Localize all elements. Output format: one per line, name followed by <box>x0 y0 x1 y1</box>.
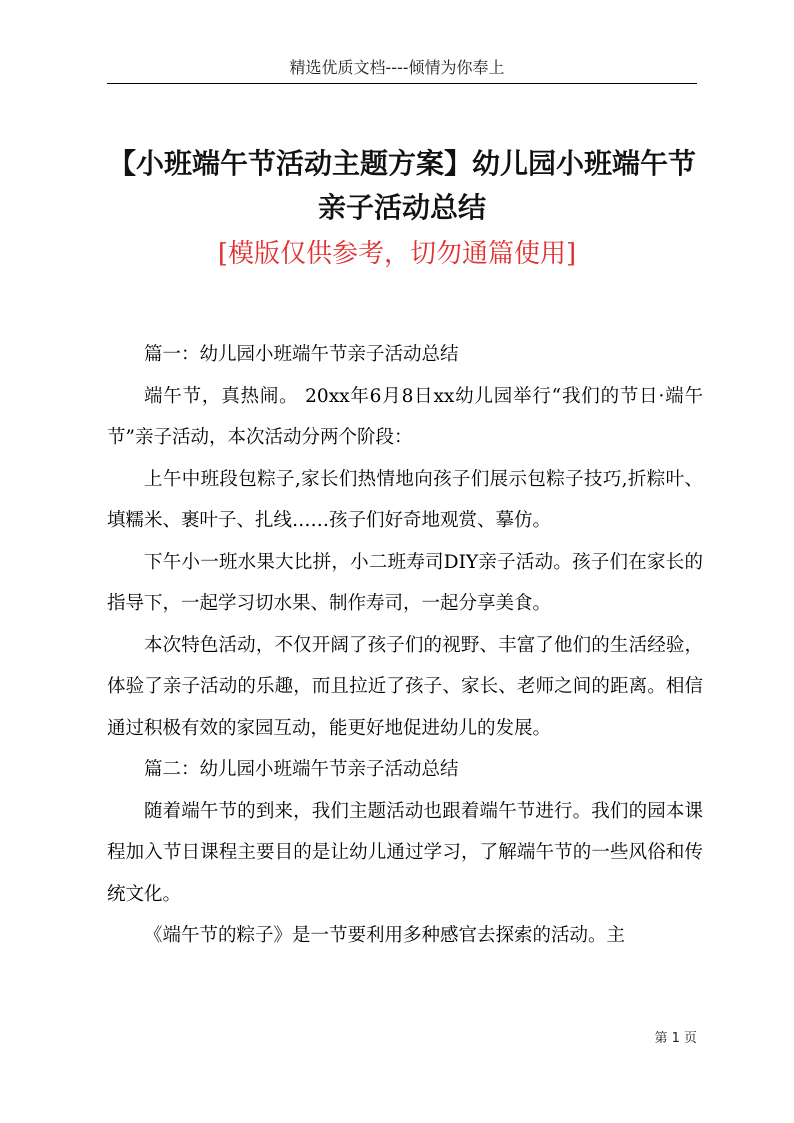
paragraph: 端午节，真热闹。 20xx年6月8日xx幼儿园举行“我们的节日·端午节”亲子活动，本次活动分两个阶段： <box>107 385 703 448</box>
paragraph: 随着端午节的到来，我们主题活动也跟着端午节进行。我们的园本课程加入节日课程主要目的是让幼儿通过学习，了解端午节的一些风俗和传统文化。 <box>107 800 703 905</box>
header-text: 精选优质文档----倾情为你奉上 <box>289 58 505 77</box>
paragraph: 《端午节的粽子》是一节要利用多种感官去探索的活动。主 <box>144 925 626 946</box>
paragraph: 上午中班段包粽子,家长们热情地向孩子们展示包粽子技巧,折粽叶、填糯米、裹叶子、扎线……孩子们好奇地观赏、摹仿。 <box>107 468 703 531</box>
paragraph: 本次特色活动，不仅开阔了孩子们的视野、丰富了他们的生活经验，体验了亲子活动的乐趣，而且拉近了孩子、家长、老师之间的距离。相信通过积极有效的家园互动，能更好地促进幼儿的发展。 <box>107 634 703 739</box>
document-title: 【小班端午节活动主题方案】幼儿园小班端午节亲子活动总结 <box>107 147 696 224</box>
section-heading-1: 篇一：幼儿园小班端午节亲子活动总结 <box>144 344 459 365</box>
document-subtitle: [模版仅供参考，切勿通篇使用] <box>217 239 577 269</box>
page-number: 第 1 页 <box>654 1031 697 1046</box>
document-body <box>107 334 703 957</box>
section-heading-2: 篇二：幼儿园小班端午节亲子活动总结 <box>144 759 459 780</box>
header-divider <box>107 83 697 84</box>
paragraph: 下午小一班水果大比拼，小二班寿司DIY亲子活动。孩子们在家长的指导下，一起学习切水果、制作寿司，一起分享美食。 <box>107 551 703 614</box>
